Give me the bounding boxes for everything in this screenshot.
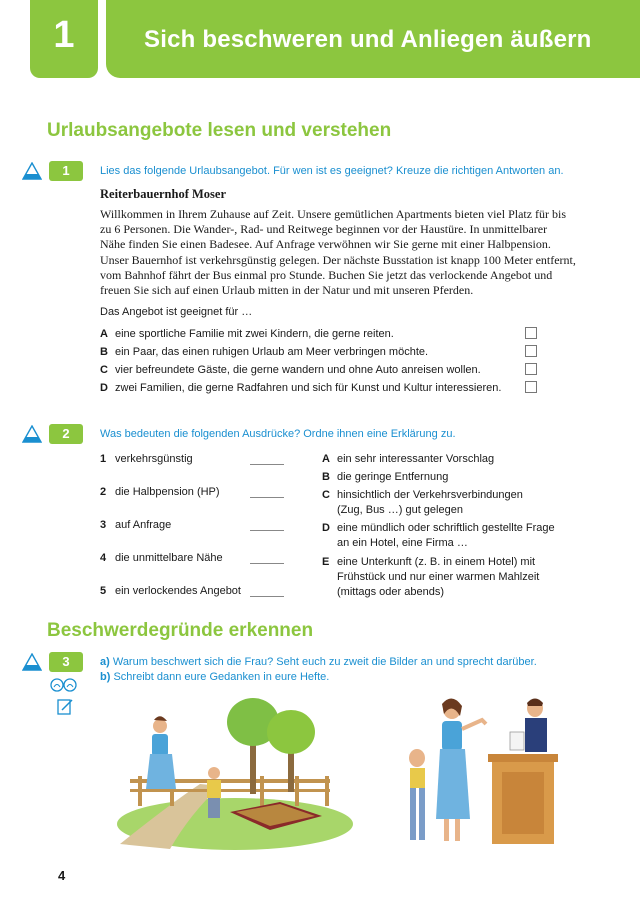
task-1-prompt: Das Angebot ist geeignet für … — [100, 306, 253, 318]
term-text: die Halbpension (HP) — [115, 486, 220, 498]
task-2-badge: 2 — [49, 424, 83, 444]
task-1-badge: 1 — [49, 161, 83, 181]
ad-line: zu 6 Personen. Die Wander-, Rad- und Reitwege beginnen vor der Haustüre. In unmittelbarer — [100, 222, 548, 237]
explanation-text: Frühstück und nur einer warmen Mahlzeit — [337, 571, 540, 583]
ad-line: Willkommen in Ihrem Zuhause auf Zeit. Unsere gemütlichen Apartments bieten viel Platz für bis — [100, 207, 567, 221]
term-text: die unmittelbare Nähe — [115, 552, 223, 564]
ad-line: Nähe finden Sie einen Badesee. Auf Anfrage verwöhnen wir Sie gerne mit einer Halbpension. — [100, 237, 551, 252]
option-c-checkbox[interactable] — [525, 363, 537, 375]
ad-line: vom Bahnhof fährt der Bus einmal pro Stunde. Buchen Sie jetzt das verlockende Angebot und — [100, 267, 553, 282]
section-title-urlaubsangebote: Urlaubsangebote lesen und verstehen — [47, 120, 392, 141]
term-text: verkehrsgünstig — [115, 453, 193, 465]
illustration-reception-scene — [392, 694, 562, 854]
chapter-title: Sich beschweren und Anliegen äußern — [144, 26, 592, 53]
ad-title: Reiterbauernhof Moser — [100, 187, 227, 201]
option-letter: D — [100, 382, 108, 394]
pair-talk-icon — [49, 677, 79, 693]
option-a-checkbox[interactable] — [525, 327, 537, 339]
ad-line: freuen Sie sich auf einen Urlaub mitten in der Natur und mit unseren Pferden. — [100, 283, 474, 298]
option-letter: A — [100, 328, 108, 340]
term-number: 4 — [100, 552, 107, 564]
option-text: ein Paar, das einen ruhigen Urlaub am Meer verbringen möchte. — [115, 346, 429, 358]
section-title-beschwerdegruende: Beschwerdegründe erkennen — [47, 620, 314, 641]
option-d-checkbox[interactable] — [525, 381, 537, 393]
explanation-letter: E — [322, 556, 330, 568]
chapter-number: 1 — [53, 14, 75, 56]
explanation-letter: B — [322, 471, 330, 483]
option-letter: C — [100, 364, 108, 376]
explanation-text: (mittags oder abends) — [337, 586, 444, 598]
option-b-checkbox[interactable] — [525, 345, 537, 357]
task-2-instruction: Was bedeuten die folgenden Ausdrücke? Ordne ihnen eine Erklärung zu. — [100, 428, 456, 440]
task-3-badge: 3 — [49, 652, 83, 672]
term-number: 2 — [100, 486, 107, 498]
difficulty-pyramid-icon — [22, 425, 42, 443]
explanation-text: eine mündlich oder schriftlich gestellte Frage — [337, 522, 555, 534]
illustration-sandbox-scene — [110, 694, 360, 854]
explanation-letter: C — [322, 489, 330, 501]
option-letter: B — [100, 346, 108, 358]
difficulty-pyramid-icon — [22, 653, 42, 671]
task-3a — [100, 656, 537, 668]
write-icon — [56, 698, 74, 716]
answer-blank-4[interactable] — [250, 563, 284, 564]
term-text: ein verlockendes Angebot — [115, 585, 241, 597]
task-3b — [100, 671, 329, 683]
answer-blank-1[interactable] — [250, 464, 284, 465]
option-text: vier befreundete Gäste, die gerne wandern und ohne Auto anreisen wollen. — [115, 364, 481, 376]
explanation-text: die geringe Entfernung — [337, 471, 449, 483]
term-number: 5 — [100, 585, 107, 597]
answer-blank-3[interactable] — [250, 530, 284, 531]
explanation-text: hinsichtlich der Verkehrsverbindungen — [337, 489, 523, 501]
explanation-text: an ein Hotel, eine Firma … — [337, 537, 468, 549]
option-text: eine sportliche Familie mit zwei Kindern, die gerne reiten. — [115, 328, 394, 340]
task-3a-label: a) — [100, 656, 110, 668]
explanation-text: (Zug, Bus …) gut gelegen — [337, 504, 463, 516]
task-1-instruction: Lies das folgende Urlaubsangebot. Für wen ist es geeignet? Kreuze die richtigen Antworten an. — [100, 165, 564, 177]
term-text: auf Anfrage — [115, 519, 172, 531]
explanation-text: eine Unterkunft (z. B. in einem Hotel) mit — [337, 556, 536, 568]
page-number: 4 — [58, 868, 66, 883]
task-3b-text: Schreibt dann eure Gedanken in eure Hefte. — [113, 671, 330, 683]
explanation-text: ein sehr interessanter Vorschlag — [337, 453, 495, 465]
ad-line: Unser Bauernhof ist verkehrsgünstig gelegen. Der nächste Busstation ist knapp 100 Meter entfernt, — [100, 252, 576, 267]
term-number: 1 — [100, 453, 107, 465]
answer-blank-2[interactable] — [250, 497, 284, 498]
ad-text — [100, 207, 576, 298]
task-3a-text: Warum beschwert sich die Frau? Seht euch zu zweit die Bilder an und sprecht darüber. — [112, 656, 537, 668]
difficulty-pyramid-icon — [22, 162, 42, 180]
answer-blank-5[interactable] — [250, 596, 284, 597]
term-number: 3 — [100, 519, 107, 531]
task-3b-label: b) — [100, 671, 111, 683]
option-text: zwei Familien, die gerne Radfahren und sich für Kunst und Kultur interessieren. — [115, 382, 502, 394]
explanation-letter: A — [322, 453, 330, 465]
explanation-letter: D — [322, 522, 330, 534]
